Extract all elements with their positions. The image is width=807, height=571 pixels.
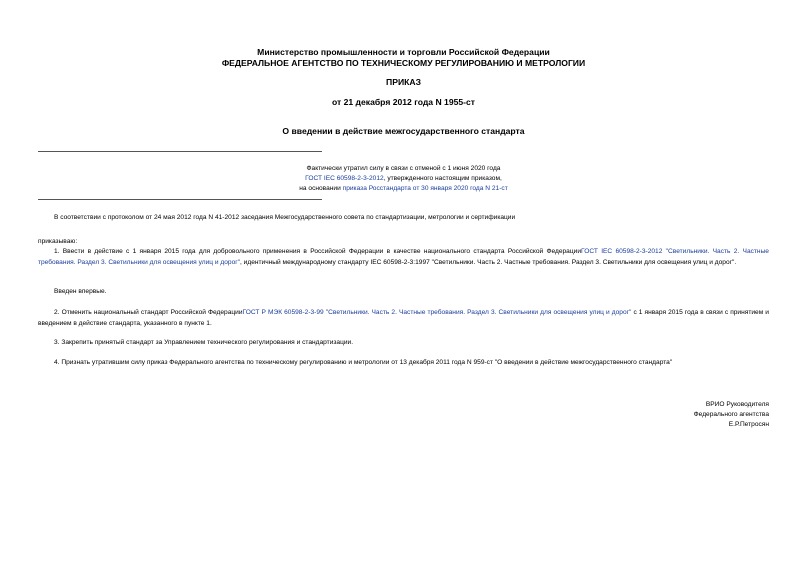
top-divider bbox=[38, 151, 322, 152]
item-1-prefix: 1. Ввести в действие с 1 января 2015 года для добровольного применения в Российской Федерации в качестве национального стандарта Российской Федерации bbox=[54, 248, 581, 255]
status-gost-link[interactable]: ГОСТ IEC 60598-2-3-2012 bbox=[305, 175, 384, 182]
item-1 bbox=[38, 247, 769, 268]
status-order-link[interactable]: приказа Росстандарта от 30 января 2020 года N 21-ст bbox=[342, 185, 508, 192]
signatory-name: Е.Р.Петросян bbox=[728, 421, 769, 428]
item-1-gost-link[interactable]: ГОСТ IEC 60598-2-3-2012 "Светильники. Часть 2. Частные требования. Раздел 3. Светильники для освещения улиц и дорог" bbox=[38, 248, 769, 266]
doc-type: ПРИКАЗ bbox=[386, 77, 421, 87]
ministry-name: Министерство промышленности и торговли Российской Федерации bbox=[257, 47, 550, 57]
item-2-suffix: с 1 января 2015 года в связи с принятием и введением в действие стандарта, указанного в пункте 1. bbox=[38, 309, 769, 327]
status-note-line1: Фактически утратил силу в связи с отменой с 1 июня 2020 года bbox=[306, 165, 501, 172]
item-4: 4. Признать утратившим силу приказ Федерального агентства по техническому регулированию и метрологии от 13 декабря 2011 года N 959-ст "О введении в действие межгосударственного стандарта" bbox=[54, 359, 673, 366]
item-3: 3. Закрепить принятый стандарт за Управлением технического регулирования и стандартизации. bbox=[54, 339, 354, 346]
status-note-line3 bbox=[0, 184, 807, 195]
item-1-suffix: , идентичный международному стандарту IEC 60598-2-3:1997 "Светильники. Часть 2. Частные требования. Раздел 3. Светильники для освещения улиц и дорог". bbox=[240, 258, 737, 266]
order-word: приказываю: bbox=[38, 238, 78, 245]
doc-title: О введении в действие межгосударственного стандарта bbox=[282, 126, 525, 136]
signatory-agency: Федерального агентства bbox=[693, 411, 769, 418]
doc-date-number: от 21 декабря 2012 года N 1955-ст bbox=[331, 97, 476, 107]
signatory-title: ВРИО Руководителя bbox=[705, 401, 769, 408]
item-2-prefix: 2. Отменить национальный стандарт Российской Федерации bbox=[54, 309, 243, 316]
item-2-gost-link[interactable]: ГОСТ Р МЭК 60598-2-3-99 "Светильники. Часть 2. Частные требования. Раздел 3. Светильники для освещения улиц и дорог" bbox=[242, 309, 632, 316]
status-note-line2 bbox=[0, 174, 807, 185]
status-note-line3-prefix: на основании bbox=[299, 185, 343, 192]
intro-paragraph: В соответствии с протоколом от 24 мая 2012 года N 41-2012 заседания Межгосударственного совета по стандартизации, метрологии и сертификации bbox=[54, 214, 516, 221]
agency-name: ФЕДЕРАЛЬНОЕ АГЕНТСТВО ПО ТЕХНИЧЕСКОМУ РЕГУЛИРОВАНИЮ И МЕТРОЛОГИИ bbox=[221, 58, 586, 68]
status-note-line2-text: , утвержденного настоящим приказом, bbox=[383, 175, 502, 182]
first-time-note: Введен впервые. bbox=[54, 288, 107, 295]
bottom-divider bbox=[38, 199, 322, 200]
item-2 bbox=[38, 308, 769, 329]
